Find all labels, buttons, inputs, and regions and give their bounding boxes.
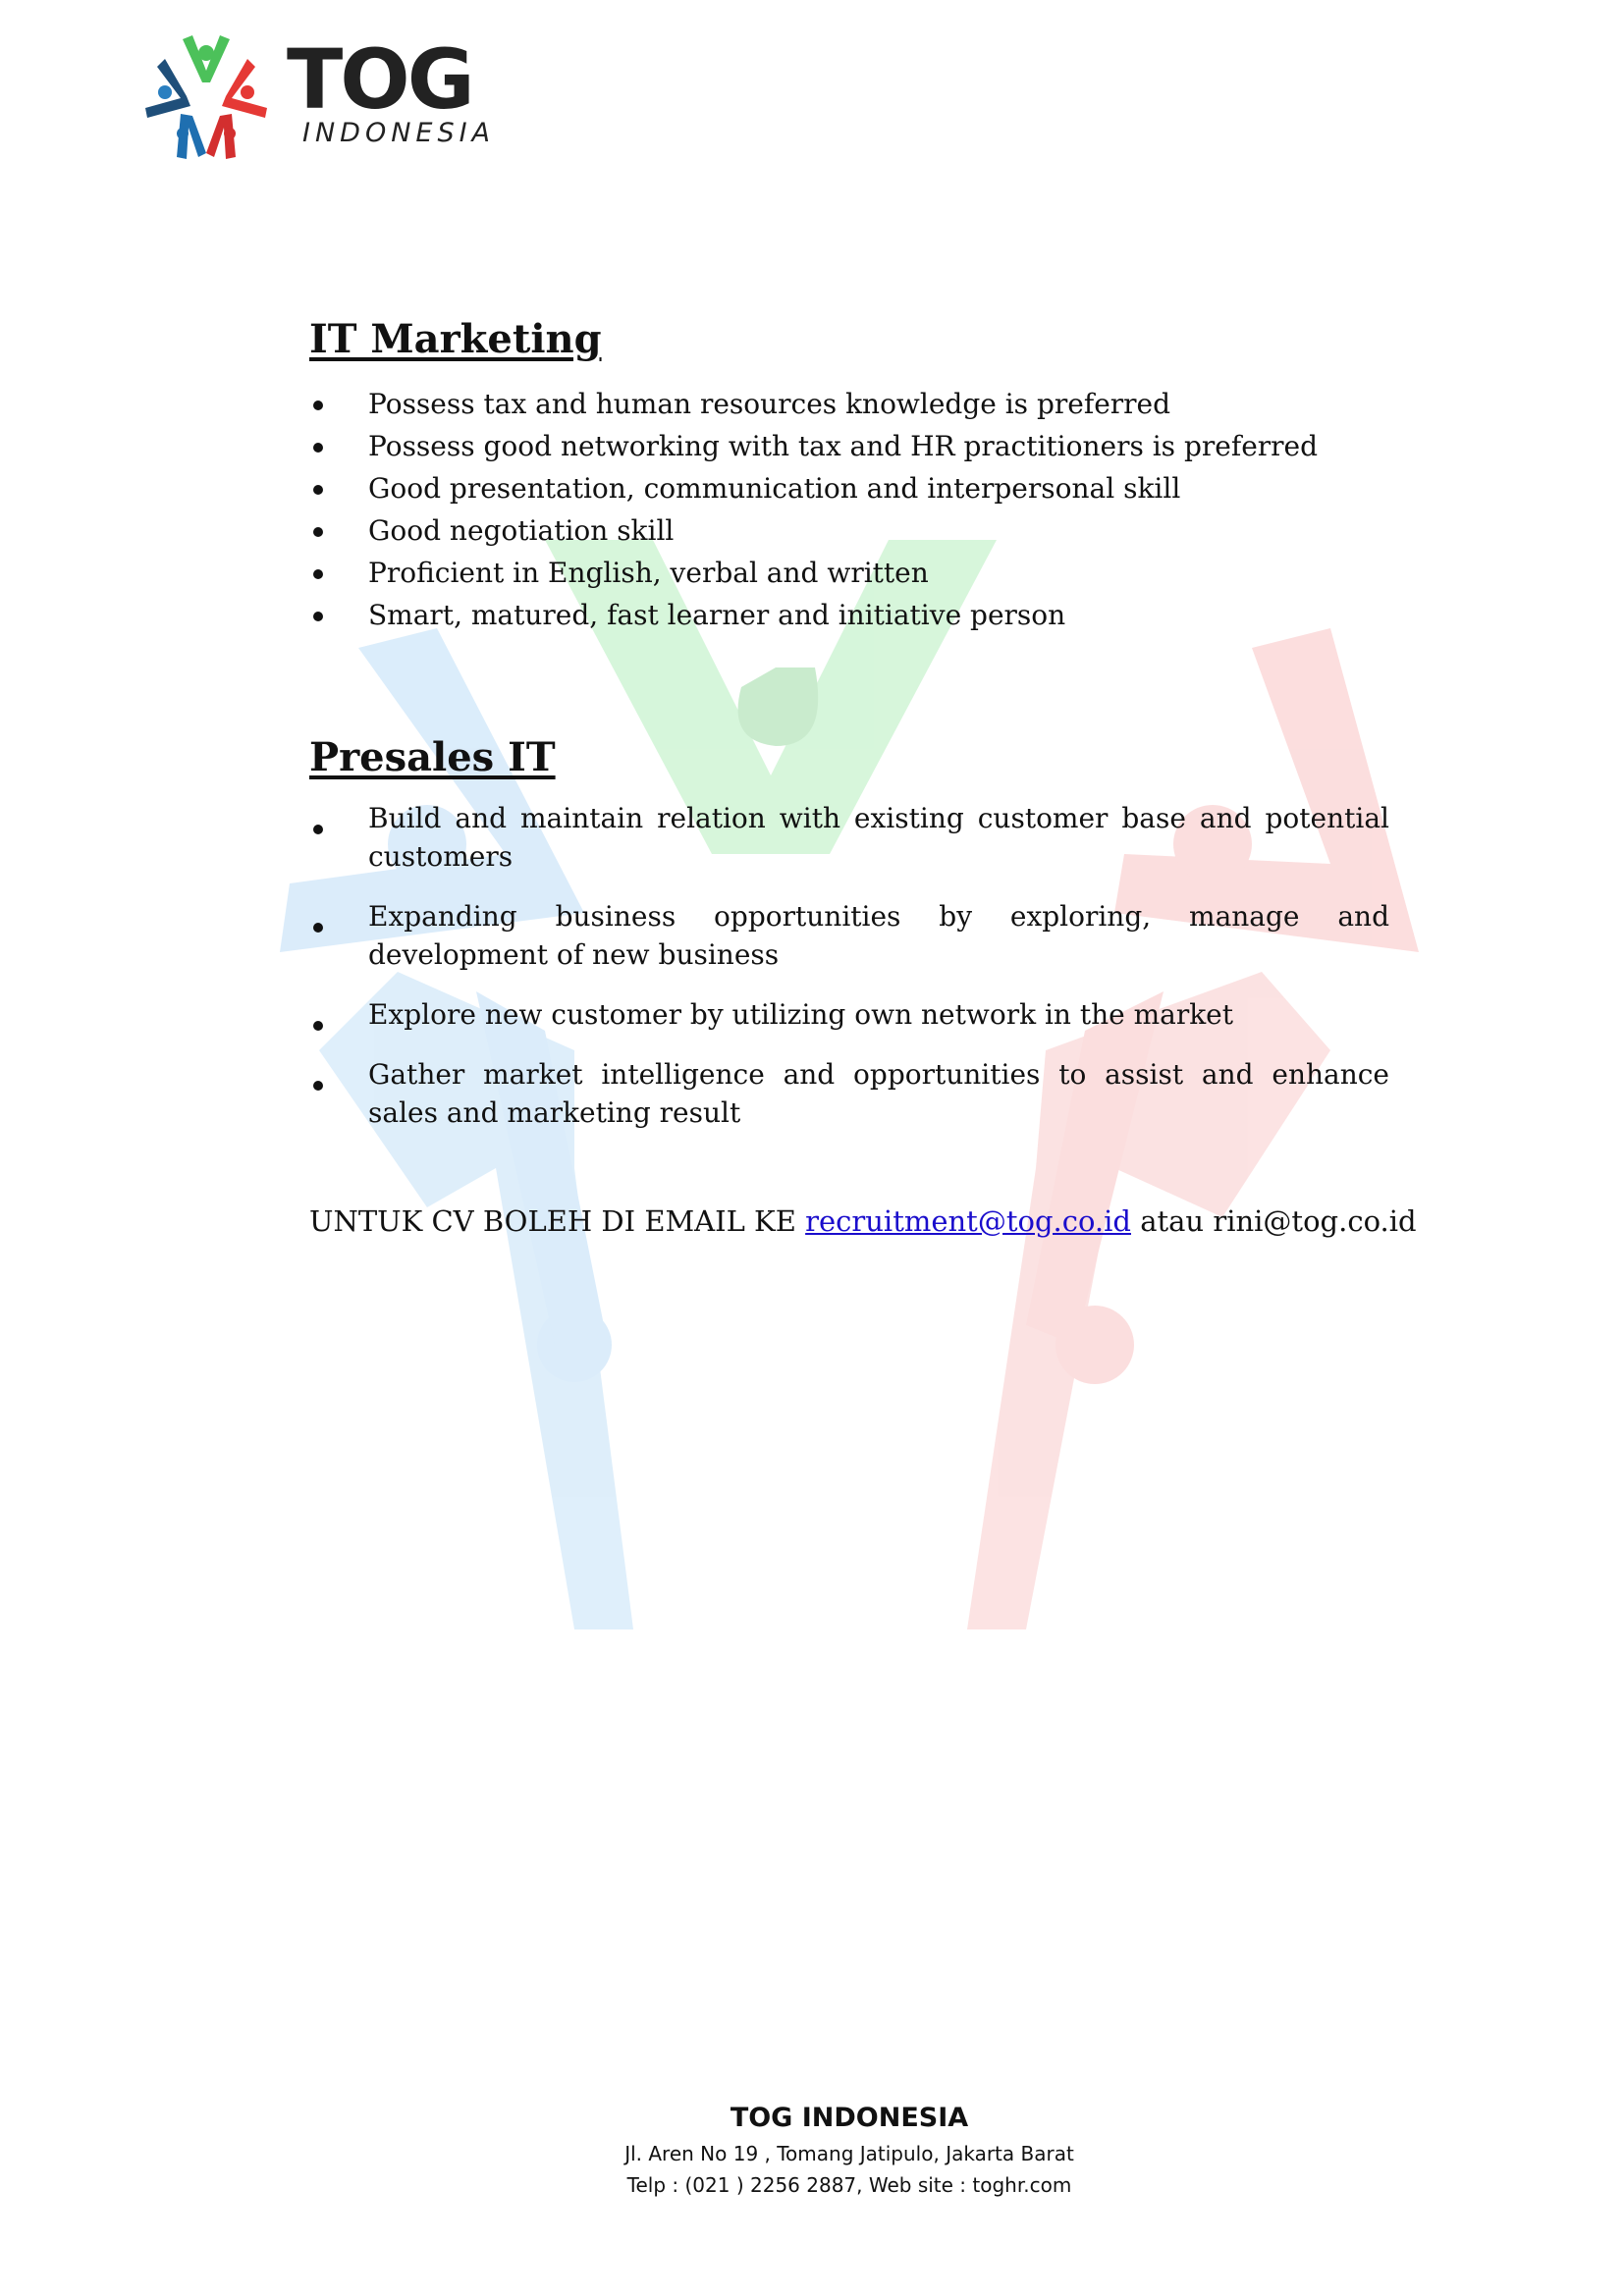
footer-phone-website: Telp : (021 ) 2256 2887, Web site : toghr.com [626,2173,1072,2197]
list-item: Gather market intelligence and opportunities to assist and enhance sales and marketing result [309,1055,1389,1132]
section-it-marketing [309,312,1389,636]
list-item: Build and maintain relation with existing customer base and potential customers [309,799,1389,876]
section-presales-it [309,730,1389,1132]
footer-company-name: TOG INDONESIA [730,2103,969,2133]
main-content [309,312,1417,1242]
list-item: Expanding business opportunities by exploring, manage and development of new business [309,897,1389,974]
tog-logo-icon [137,31,275,169]
list-item: Good presentation, communication and interpersonal skill [309,467,1389,509]
footer-address: Jl. Aren No 19 , Tomang Jatipulo, Jakarta Barat [624,2142,1074,2165]
list-item: Proficient in English, verbal and written [309,552,1389,594]
contact-middle: atau [1130,1204,1214,1238]
company-logo [137,27,530,175]
recruitment-email-link[interactable]: recruitment@tog.co.id [805,1204,1131,1238]
logo-subtitle: INDONESIA [302,118,496,148]
list-item: Possess good networking with tax and HR practitioners is preferred [309,425,1389,467]
it-marketing-requirements [309,383,1389,636]
heading-presales-it: Presales IT [309,734,556,780]
list-item: Good negotiation skill [309,509,1389,552]
presales-it-requirements [309,799,1389,1132]
secondary-email: rini@tog.co.id [1213,1204,1417,1238]
list-item: Explore new customer by utilizing own network in the market [309,995,1389,1034]
cv-contact-line [309,1201,1417,1242]
logo-title: TOG [287,31,472,128]
contact-prefix: UNTUK CV BOLEH DI EMAIL KE [309,1204,806,1238]
list-item: Possess tax and human resources knowledge is preferred [309,383,1389,425]
list-item: Smart, matured, fast learner and initiative person [309,594,1389,636]
page-footer [0,2099,1624,2201]
heading-it-marketing: IT Marketing [309,316,602,362]
